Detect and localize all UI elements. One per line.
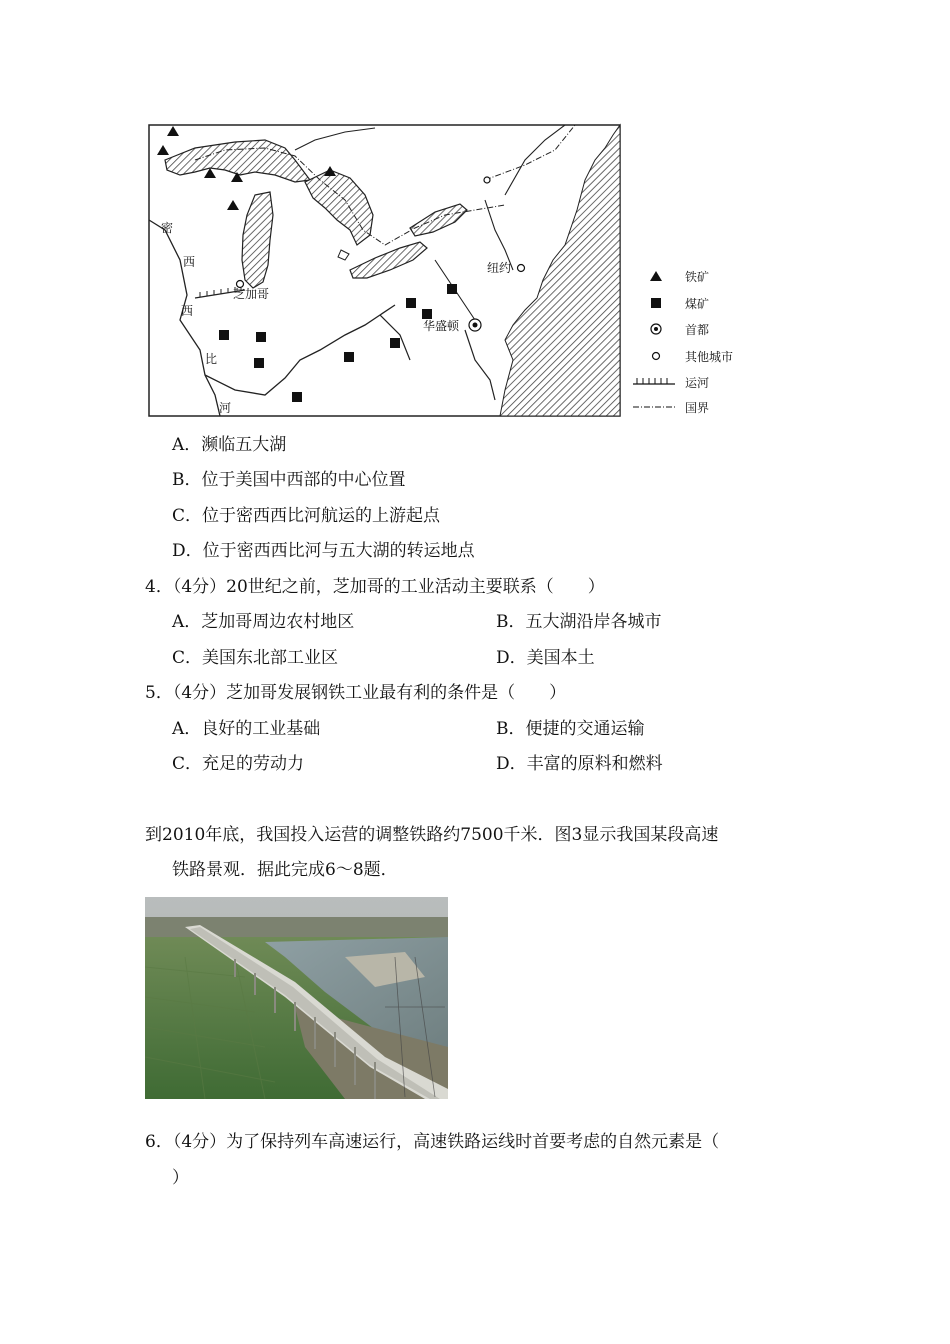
legend-iron: 铁矿 bbox=[685, 270, 710, 284]
great-lakes-map bbox=[145, 120, 765, 420]
legend-border: 国界 bbox=[685, 401, 710, 415]
legend-canal: 运河 bbox=[685, 376, 710, 390]
q6-line-1: 6．（4分）为了保持列车高速运行，高速铁路运线时首要考虑的自然元素是（ bbox=[145, 1132, 720, 1152]
q3-option-b: B．位于美国中西部的中心位置 bbox=[172, 470, 406, 490]
label-mi2: 西 bbox=[183, 255, 196, 269]
q6-line-2: ） bbox=[172, 1168, 189, 1188]
label-washington: 华盛顿 bbox=[423, 319, 460, 333]
legend-coal: 煤矿 bbox=[685, 297, 710, 311]
newyork-city-marker bbox=[518, 265, 525, 272]
label-mi4: 比 bbox=[205, 352, 218, 366]
q4-option-d: D．美国本土 bbox=[496, 648, 595, 668]
q3-option-c: C．位于密西西比河航运的上游起点 bbox=[172, 506, 441, 526]
label-chicago: 芝加哥 bbox=[233, 287, 270, 301]
q4-stem: 4．（4分）20世纪之前，芝加哥的工业活动主要联系（ ） bbox=[145, 577, 605, 597]
legend-capital: 首都 bbox=[685, 323, 710, 337]
label-mi5: 河 bbox=[219, 401, 232, 415]
label-mi3: 西 bbox=[181, 304, 194, 318]
q4-option-b: B．五大湖沿岸各城市 bbox=[496, 612, 662, 632]
q5-option-b: B．便捷的交通运输 bbox=[496, 719, 645, 739]
passage-line-2: 铁路景观．据此完成6～8题． bbox=[172, 860, 398, 880]
q3-option-d: D．位于密西西比河与五大湖的转运地点 bbox=[172, 541, 475, 561]
passage-line-1: 到2010年底，我国投入运营的调整铁路约7500千米．图3显示我国某段高速 bbox=[145, 825, 719, 845]
railway-photo bbox=[145, 897, 448, 1099]
q4-option-c: C．美国东北部工业区 bbox=[172, 648, 339, 668]
q5-option-a: A．良好的工业基础 bbox=[172, 719, 321, 739]
legend-other-city: 其他城市 bbox=[685, 350, 734, 364]
q5-option-d: D．丰富的原料和燃料 bbox=[496, 754, 663, 774]
q5-stem: 5．（4分）芝加哥发展钢铁工业最有利的条件是（ ） bbox=[145, 683, 567, 703]
q4-option-a: A．芝加哥周边农村地区 bbox=[172, 612, 355, 632]
q5-option-c: C．充足的劳动力 bbox=[172, 754, 305, 774]
q3-option-a: A．濒临五大湖 bbox=[172, 435, 287, 455]
label-newyork: 纽约 bbox=[487, 261, 512, 275]
label-mi1: 密 bbox=[161, 221, 174, 235]
map-legend bbox=[633, 269, 733, 415]
